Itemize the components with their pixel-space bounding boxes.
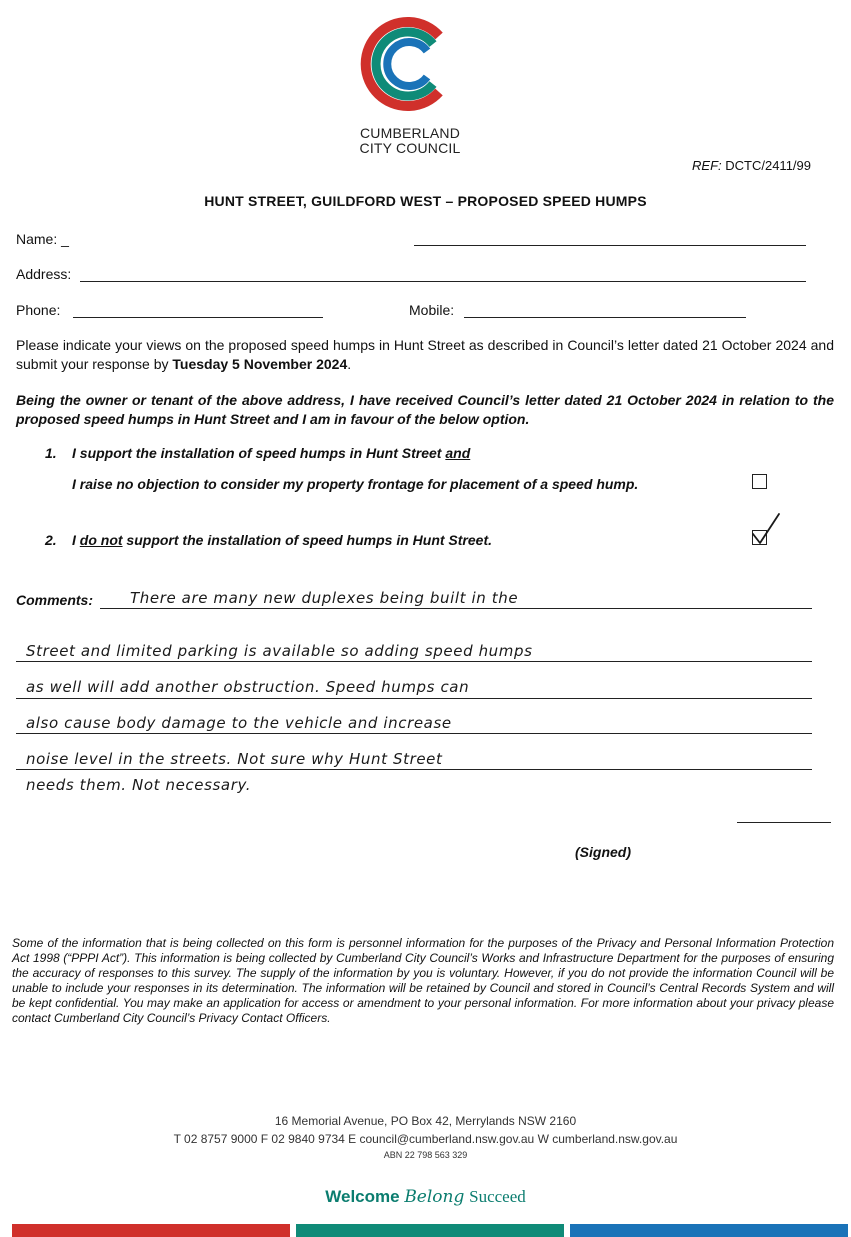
tagline xyxy=(0,1187,851,1207)
phone-label: Phone: xyxy=(16,302,61,318)
option-2-post: support the installation of speed humps in Hunt Street. xyxy=(122,532,493,548)
council-logo xyxy=(355,14,465,114)
tagline-succeed: Succeed xyxy=(469,1187,526,1206)
footer-abn: ABN 22 798 563 329 xyxy=(383,1150,468,1160)
council-name-line2: CITY COUNCIL xyxy=(359,140,461,156)
intro-paragraph xyxy=(16,336,834,374)
option-1-line2: I raise no objection to consider my property frontage for placement of a speed hump. xyxy=(72,476,639,492)
form-title: HUNT STREET, GUILDFORD WEST – PROPOSED SPEED HUMPS xyxy=(204,193,647,209)
owner-statement: Being the owner or tenant of the above address, I have received Council’s letter dated 21 October 2024 in relation to the proposed speed humps in Hunt Street and I am in favour of the below option. xyxy=(16,392,834,427)
tagline-welcome: Welcome xyxy=(325,1187,400,1206)
option-2-not: do not xyxy=(79,532,123,548)
footer-bar-red xyxy=(12,1224,290,1237)
tagline-belong: Belong xyxy=(404,1187,465,1207)
option-2-pre: I xyxy=(72,532,80,548)
option-1-checkbox[interactable] xyxy=(752,474,767,489)
handwritten-check-icon xyxy=(748,512,782,548)
comment-line-2 xyxy=(16,661,812,662)
name-field-line[interactable] xyxy=(414,245,806,246)
comment-text-4: also cause body damage to the vehicle and increase xyxy=(26,714,452,732)
comment-text-2: Street and limited parking is available so adding speed humps xyxy=(26,642,533,660)
footer-address: 16 Memorial Avenue, PO Box 42, Merrylands NSW 2160 xyxy=(274,1114,577,1128)
council-name xyxy=(340,126,480,156)
comment-text-6: needs them. Not necessary. xyxy=(26,776,252,794)
comment-text-3: as well will add another obstruction. Speed humps can xyxy=(26,678,470,696)
comment-line-4 xyxy=(16,733,812,734)
comment-line-5 xyxy=(16,769,812,770)
reference-value: DCTC/2411/99 xyxy=(721,158,811,173)
option-1-and: and xyxy=(445,445,471,461)
comment-line-3 xyxy=(16,698,812,699)
phone-field-line[interactable] xyxy=(73,317,323,318)
intro-deadline: Tuesday 5 November 2024 xyxy=(172,356,348,372)
mobile-field-line[interactable] xyxy=(464,317,746,318)
footer-bar-blue xyxy=(570,1224,848,1237)
intro-text: Please indicate your views on the proposed speed humps in Hunt Street as described in Council’s letter dated 21 October 2024 and submit your response by xyxy=(16,337,834,372)
intro-end: . xyxy=(347,356,352,372)
option-2-number: 2. xyxy=(45,532,57,548)
option-1-line1 xyxy=(72,445,470,461)
name-label: Name: _ xyxy=(16,231,69,247)
footer-contacts: T 02 8757 9000 F 02 9840 9734 E council@cumberland.nsw.gov.au W cumberland.nsw.gov.au xyxy=(173,1132,678,1146)
footer-bar-green xyxy=(296,1224,564,1237)
address-field-line[interactable] xyxy=(80,281,806,282)
mobile-label: Mobile: xyxy=(409,302,455,318)
reference-label: REF: xyxy=(692,158,722,173)
comment-text-5: noise level in the streets. Not sure why Hunt Street xyxy=(26,750,443,768)
option-1-number: 1. xyxy=(45,445,57,461)
option-2-text xyxy=(72,532,492,548)
signed-label: (Signed) xyxy=(575,844,631,860)
option-1-text: I support the installation of speed humps in Hunt Street xyxy=(72,445,446,461)
council-logo-icon xyxy=(355,14,465,114)
comment-line-1 xyxy=(100,608,812,609)
reference xyxy=(692,158,811,173)
comments-label: Comments: xyxy=(16,592,94,608)
comment-text-1: There are many new duplexes being built in the xyxy=(130,589,519,607)
address-label: Address: xyxy=(16,266,72,282)
signature-line[interactable] xyxy=(737,822,831,823)
council-name-line1: CUMBERLAND xyxy=(359,125,460,141)
privacy-notice: Some of the information that is being collected on this form is personnel information for the purposes of the Privacy and Personal Information Protection Act 1998 (“PPPI Act”). This information is being collected by Cumberland City Council’s Works and Infrastructure Department for the purposes of ensuring the accuracy of responses to this survey. The supply of the information by you is voluntary. However, if you do not provide the information Council will be unable to include your responses in its determination. The information will be retained by Council and stored in Council’s Central Records System and will be kept confidential. You may make an application for access or amendment to your personal information. For more information about your privacy please contact Cumberland City Council’s Privacy Contact Officers. xyxy=(12,936,834,1025)
